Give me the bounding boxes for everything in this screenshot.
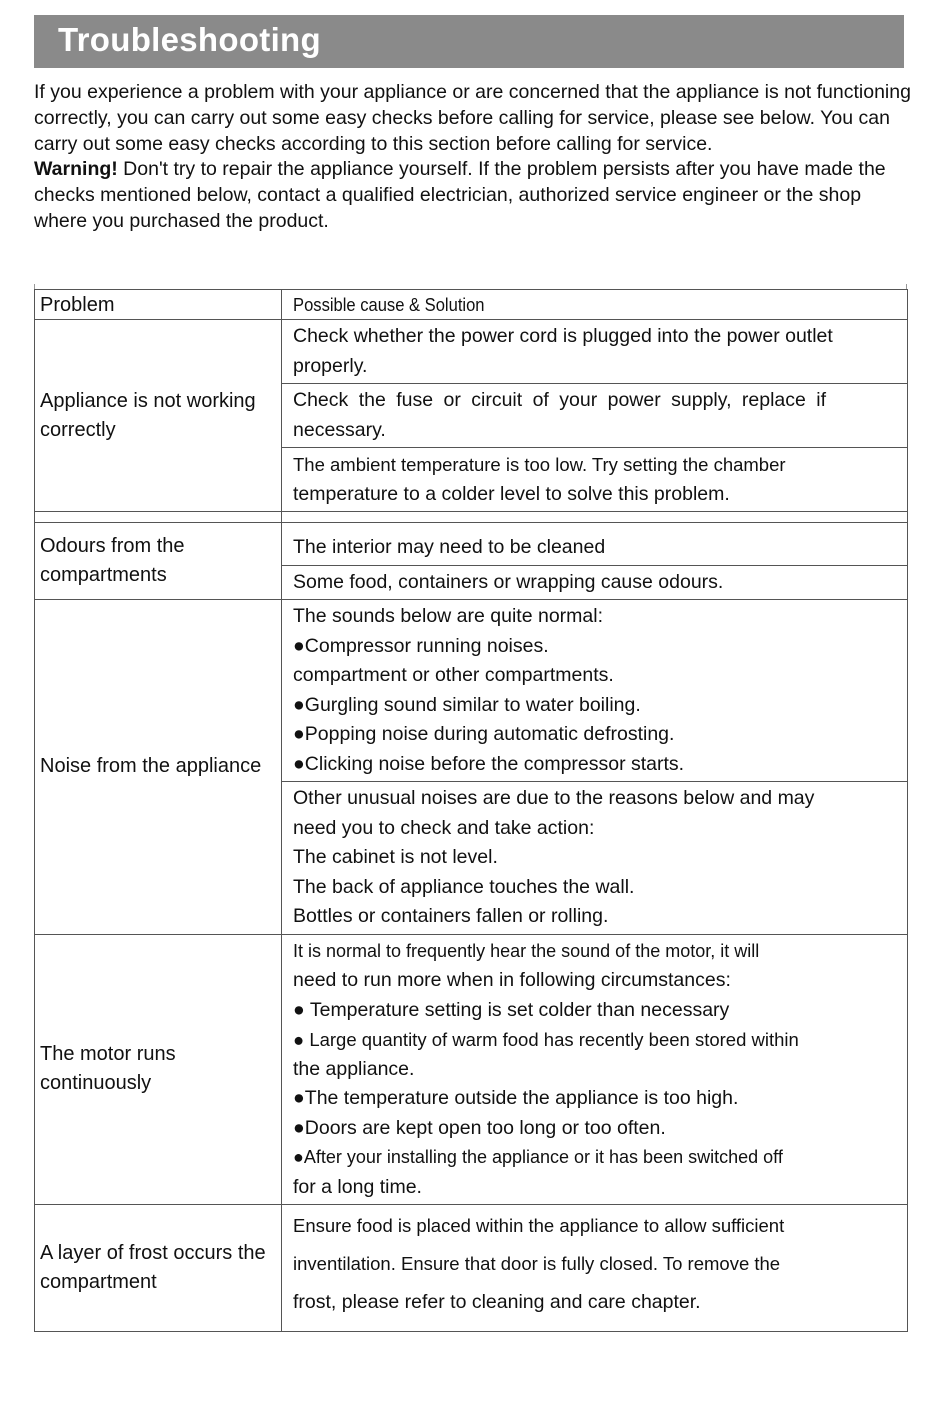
cause-line: The sounds below are quite normal: xyxy=(293,605,604,627)
warning-label: Warning! xyxy=(34,158,118,181)
cause-line: ●Doors are kept open too long or too often. xyxy=(293,1116,666,1139)
cause-line: temperature to a colder level to solve this problem. xyxy=(293,482,730,505)
table-row xyxy=(35,934,908,1205)
cause-line: ● Temperature setting is set colder than necessary xyxy=(293,998,730,1021)
cause-line: Check the fuse or circuit of your power supply, replace if xyxy=(293,389,827,411)
cause-line: The ambient temperature is too low. Try setting the chamber xyxy=(293,454,786,475)
cause-cell xyxy=(282,320,908,384)
intro-text xyxy=(34,80,914,235)
cause-line: The cabinet is not level. xyxy=(293,846,498,868)
problem-cell: Noise from the appliance xyxy=(35,600,282,935)
cause-line: ●Clicking noise before the compressor starts. xyxy=(293,752,685,775)
cause-line: need you to check and take action: xyxy=(293,816,595,839)
cause-line: Check whether the power cord is plugged into the power outlet xyxy=(293,325,833,347)
cause-line: The back of appliance touches the wall. xyxy=(293,875,635,898)
table-row xyxy=(35,1205,908,1332)
table-row xyxy=(35,600,908,782)
troubleshooting-table xyxy=(34,289,908,1332)
cause-line: Other unusual noises are due to the reasons below and may xyxy=(293,787,815,809)
cause-line: for a long time. xyxy=(293,1175,422,1198)
intro-paragraph: If you experience a problem with your appliance or are concerned that the appliance is not functioning correctly, you can carry out some easy checks before calling for service, please see below. You can carry out some easy checks according to this section before calling for service. xyxy=(34,81,911,155)
problem-cell: The motor runs continuously xyxy=(35,934,282,1205)
column-header-problem: Problem xyxy=(35,290,282,320)
cause-cell xyxy=(282,1205,908,1332)
cause-cell xyxy=(282,782,908,935)
table-header-row xyxy=(35,290,908,320)
cause-cell xyxy=(282,523,908,566)
cause-line: Bottles or containers fallen or rolling. xyxy=(293,905,609,927)
cause-line: Ensure food is placed within the appliance to allow sufficient xyxy=(293,1215,785,1236)
cause-line: necessary. xyxy=(293,418,386,441)
problem-cell: Odours from the compartments xyxy=(35,523,282,600)
cause-line: ● Large quantity of warm food has recently been stored within xyxy=(293,1029,799,1050)
cause-line: ●The temperature outside the appliance is too high. xyxy=(293,1087,739,1109)
cause-line: ●Popping noise during automatic defrosting. xyxy=(293,723,675,745)
table-row xyxy=(35,320,908,384)
cause-line: need to run more when in following circumstances: xyxy=(293,969,731,991)
row-spacer xyxy=(35,512,908,523)
cause-line: properly. xyxy=(293,354,368,377)
cause-line: compartment or other compartments. xyxy=(293,664,614,686)
cause-line: the appliance. xyxy=(293,1057,415,1080)
cause-cell xyxy=(282,448,908,512)
cause-line: It is normal to frequently hear the sound of the motor, it will xyxy=(293,940,760,961)
problem-cell: Appliance is not working correctly xyxy=(35,320,282,512)
cause-line: ●Compressor running noises. xyxy=(293,634,549,657)
cause-cell xyxy=(282,934,908,1205)
cause-line: ●After your installing the appliance or it has been switched off xyxy=(293,1147,783,1167)
page-title: Troubleshooting xyxy=(58,21,321,58)
problem-cell: A layer of frost occurs the compartment xyxy=(35,1205,282,1332)
cause-cell xyxy=(282,565,908,600)
cause-cell xyxy=(282,600,908,782)
table-row xyxy=(35,523,908,566)
warning-paragraph xyxy=(34,157,914,234)
warning-text: Don't try to repair the appliance yourself. If the problem persists after you have made the checks mentioned below, contact a qualified electrician, authorized service engineer or the shop where you purchased the product. xyxy=(34,158,886,232)
cause-line: Some food, containers or wrapping cause odours. xyxy=(293,570,724,593)
section-header-bar xyxy=(34,15,904,68)
cause-line: The interior may need to be cleaned xyxy=(293,536,606,558)
cause-cell xyxy=(282,384,908,448)
column-header-cause: Possible cause & Solution xyxy=(293,295,485,315)
column-header-cause-cell xyxy=(282,290,908,320)
cause-line: ●Gurgling sound similar to water boiling. xyxy=(293,693,641,716)
cause-line: frost, please refer to cleaning and care chapter. xyxy=(293,1291,701,1313)
cause-line: inventilation. Ensure that door is fully closed. To remove the xyxy=(293,1253,781,1274)
